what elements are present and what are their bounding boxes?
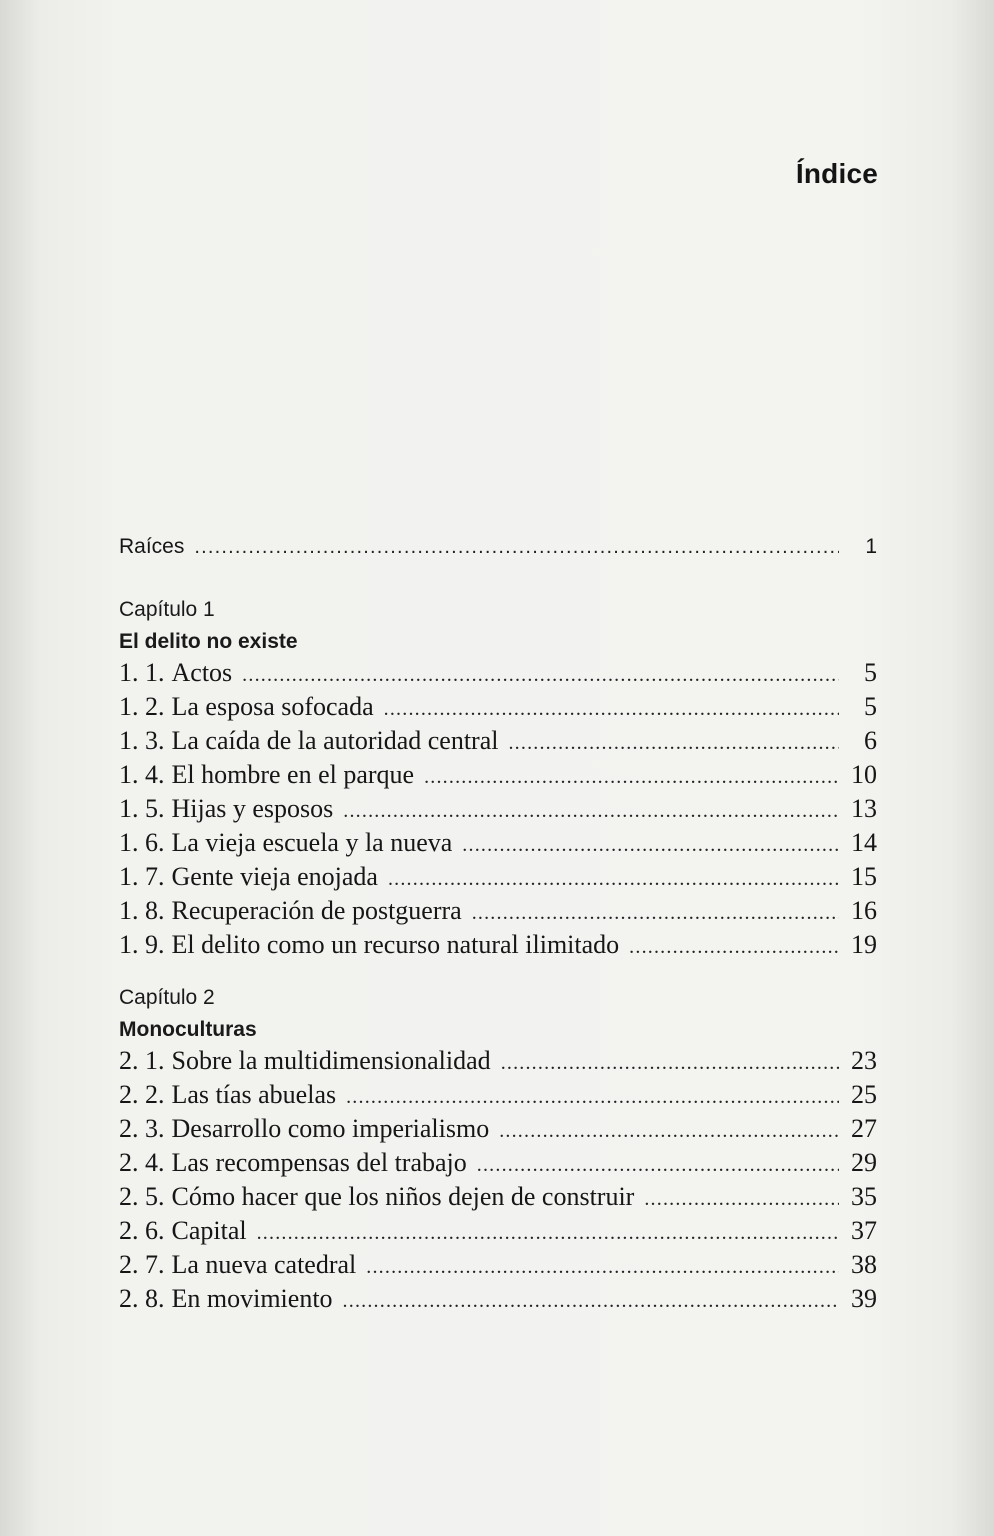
toc-entry-number: 1. 6. [119,828,165,857]
toc-entry [119,1046,877,1080]
chapter-title: Monoculturas [119,1018,257,1041]
toc-entry-number: 2. 6. [119,1216,165,1245]
toc-entry-number: 1. 4. [119,760,165,789]
toc-entry-text: La vieja escuela y la nueva [171,828,453,857]
toc-entry-text: La esposa sofocada [171,692,374,721]
page-title: Índice [795,158,878,189]
dot-leader [388,868,839,891]
toc-entry [119,828,877,862]
toc-entry-text: Raíces [119,535,185,558]
toc-page-number: 35 [851,1182,877,1211]
toc-page-number: 14 [851,828,877,857]
toc-page-number: 6 [864,726,877,755]
dot-leader [384,698,839,721]
chapter-label: Capítulo 1 [119,598,215,621]
chapter-label: Capítulo 2 [119,986,215,1009]
toc-entry-text: El delito como un recurso natural ilimitado [171,930,620,959]
dot-leader [508,732,839,755]
dot-leader [477,1154,839,1177]
toc-entry-number: 1. 8. [119,896,165,925]
toc-page-number: 15 [851,862,877,891]
toc-entry-text: Sobre la multidimensionalidad [171,1046,491,1075]
toc-entry-number: 2. 3. [119,1114,165,1143]
toc-entry-text: Actos [171,658,233,687]
toc-entry-text: Las tías abuelas [171,1080,337,1109]
toc-entry [119,692,877,726]
dot-leader [499,1120,839,1143]
toc-entry [119,760,877,794]
toc-entry [119,1148,877,1182]
toc-entry-text: Cómo hacer que los niños dejen de construir [171,1182,635,1211]
toc-page-number: 5 [864,692,877,721]
toc-entry-number: 2. 8. [119,1284,165,1313]
toc-entry-number: 1. 2. [119,692,165,721]
toc-entry-text: Las recompensas del trabajo [171,1148,467,1177]
toc-entry-raices [119,535,877,569]
dot-leader [629,936,839,959]
toc-page-number: 39 [851,1284,877,1313]
dot-leader [346,1086,839,1109]
toc-entry [119,794,877,828]
toc-entry-text: Capital [171,1216,247,1245]
toc-entry [119,896,877,930]
dot-leader [424,766,839,789]
toc-entry-number: 2. 1. [119,1046,165,1075]
dot-leader [472,902,839,925]
dot-leader [343,800,839,823]
toc-page-number: 5 [864,658,877,687]
dot-leader [462,834,839,857]
toc-entry-text: Hijas y esposos [171,794,334,823]
dot-leader [242,664,839,687]
toc-page-number: 10 [851,760,877,789]
toc-entry [119,1250,877,1284]
dot-leader [501,1052,839,1075]
toc-entry-number: 2. 2. [119,1080,165,1109]
toc-entry [119,1284,877,1318]
toc-page-number: 19 [851,930,877,959]
toc-entry [119,1182,877,1216]
toc-entry-text: Gente vieja enojada [171,862,378,891]
dot-leader [366,1256,839,1279]
toc-entry [119,658,877,692]
toc-entry [119,1114,877,1148]
toc-entry-text: En movimiento [171,1284,333,1313]
toc-page-number: 13 [851,794,877,823]
dot-leader [644,1188,839,1211]
toc-entry-number: 2. 4. [119,1148,165,1177]
toc-entry-text: Recuperación de postguerra [171,896,462,925]
toc-entry-text: Desarrollo como imperialismo [171,1114,490,1143]
toc-page-number: 27 [851,1114,877,1143]
toc-page-number: 37 [851,1216,877,1245]
toc-entry-number: 2. 7. [119,1250,165,1279]
toc-entry [119,1080,877,1114]
toc-entry-number: 2. 5. [119,1182,165,1211]
toc-entry [119,1216,877,1250]
chapter-title: El delito no existe [119,630,298,653]
toc-page-number: 29 [851,1148,877,1177]
toc-page-number: 25 [851,1080,877,1109]
toc-entry [119,862,877,896]
dot-leader [194,536,839,559]
dot-leader [343,1290,839,1313]
toc-page-number: 38 [851,1250,877,1279]
toc-entry-text: La caída de la autoridad central [171,726,499,755]
toc-entry [119,726,877,760]
toc-entry [119,930,877,964]
toc-entry-number: 1. 3. [119,726,165,755]
toc-entry-number: 1. 5. [119,794,165,823]
toc-entry-number: 1. 1. [119,658,165,687]
toc-page-number: 16 [851,896,877,925]
dot-leader [257,1222,839,1245]
toc-page-number: 23 [851,1046,877,1075]
toc-entry-number: 1. 7. [119,862,165,891]
toc-entry-text: La nueva catedral [171,1250,357,1279]
toc-entry-text: El hombre en el parque [171,760,415,789]
toc-entry-number: 1. 9. [119,930,165,959]
toc-page-number: 1 [865,535,877,558]
